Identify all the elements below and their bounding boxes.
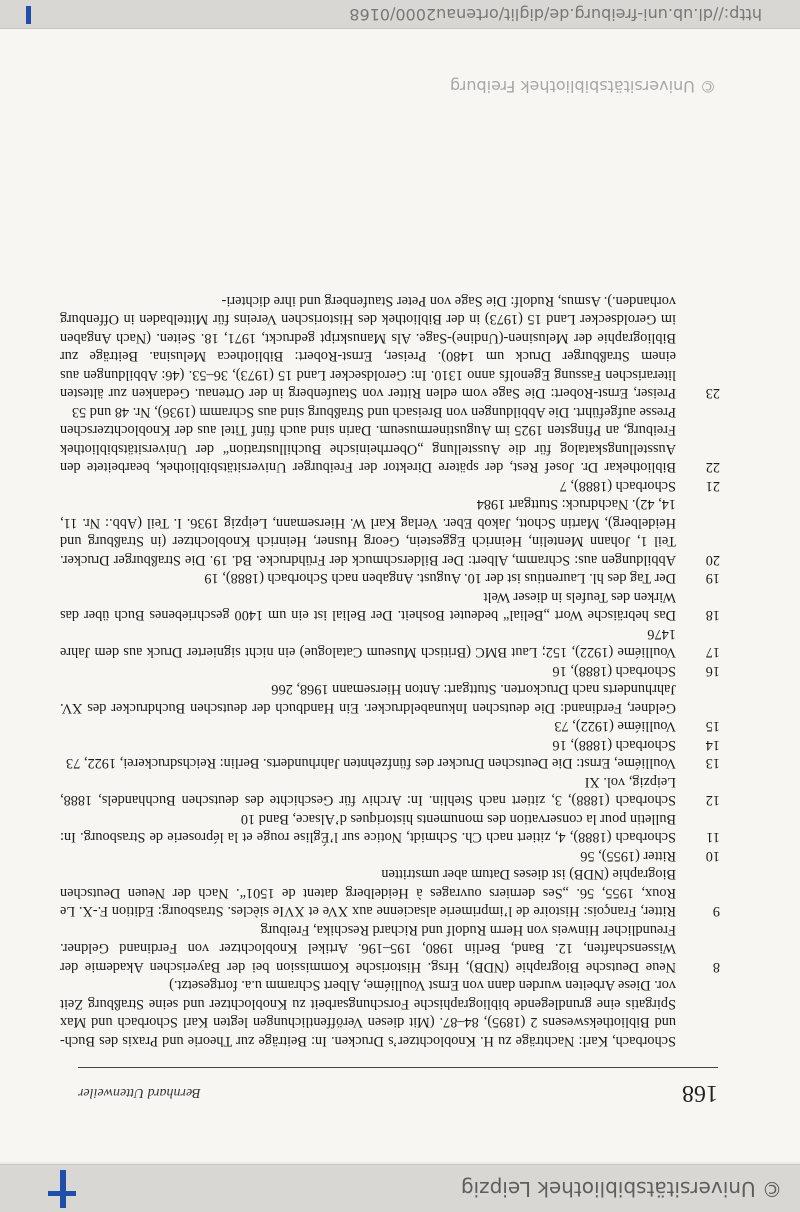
- note-item: [60, 810, 720, 847]
- note-item: [60, 847, 720, 866]
- note-number: 17: [705, 644, 720, 661]
- note-number: 8: [712, 959, 720, 975]
- note-text: Der Tag des hl. Laurentius ist der 10. August. Angaben nach Schorbach (1888), 19: [204, 570, 676, 587]
- note-item: [60, 773, 720, 810]
- note-item: [60, 588, 720, 625]
- note-text: Ritter (1955), 56: [580, 848, 676, 864]
- note-number: 20: [705, 552, 720, 568]
- note-number: 9: [712, 903, 720, 920]
- page-number: 168: [682, 1080, 718, 1106]
- note-item: [60, 680, 720, 717]
- note-item: [60, 921, 720, 977]
- note-number: 23: [705, 385, 720, 402]
- note-number: 16: [705, 663, 720, 679]
- library-mark-icon: [18, 6, 38, 24]
- top-info-bar: [0, 0, 800, 29]
- page-header: [78, 1066, 718, 1106]
- bottom-info-bar: [0, 1164, 800, 1212]
- note-number: 19: [705, 570, 720, 587]
- running-title: Bernhard Uttenweiler: [78, 1085, 201, 1100]
- note-text: Das hebräische Wort „Belial“ bedeutet Bosheit. Der Belial ist ein um 1400 geschriebenes Buch über das Wirken des Teufels in dieser Welt: [60, 589, 676, 624]
- note-text: Schorbach (1888), 16: [552, 737, 676, 753]
- note-number: 12: [705, 792, 720, 809]
- note-number: 18: [705, 607, 720, 624]
- bottom-copyright-text: © Universitätsbibliothek Leipzig: [460, 1177, 782, 1201]
- note-text: Schorbach (1888), 4, zitiert nach Ch. Schmidt, Notice sur l’Église rouge et la léproserie de Strasbourg. In: Bulletin pour la conservation des monuments historiques d’Alsace, Band 10: [60, 811, 676, 846]
- note-text: Ritter, François: Histoire de l’imprimerie alsacienne aux XVe et XVIe siècles. Strasbourg: Edition F.-X. Le Roux, 1955, 56. „Ses derniers ouvrages à Heidelberg datent de 1501“. Nach der Neuen Deutschen Biographie (NDB) ist dieses Datum aber umstritten: [60, 866, 676, 920]
- note-number: 13: [705, 755, 720, 772]
- note-item: [60, 736, 720, 755]
- note-text: Preiser, Ernst-Robert: Die Sage vom edlen Ritter von Staufenberg in der Ortenau. Gedanken zur ältesten literarischen Fassung Egenolfs anno 1310. In: Geroldsecker Land 15 (1973), 36–53. (46: Abbildungen aus einem Straßburger Druck um 1480). Preiser, Ernst-Robert: Bibliotheca Melusina. Beiträge zur Bibliographie der Melusinen-(Undine)-Sage. Als Manuskript gedruckt, 1971, 18. Seiten. (Nach Angaben im Geroldsecker Land 15 (1973) in der Bibliothek des Historischen Vereins für Mittelbaden in Offenburg vorhanden.). Asmus, Rudolf: Die Sage von Peter Staufenberg und ihre dichteri-: [60, 293, 676, 402]
- note-text: Neue Deutsche Biographie (NDB), Hrsg. Historische Kommission bei der Bayerischen Akademie der Wissenschaften, 12. Band, Berlin 1980, 195–196. Artikel Knoblochtzer von Ferdinand Geldner. Freundlicher Hinweis von Herrn Rudolf und Richard Reschika, Freiburg: [60, 922, 676, 975]
- note-item: [60, 865, 720, 921]
- footnotes: [60, 292, 720, 1051]
- note-number: 21: [705, 478, 720, 494]
- note-text: Abbildungen aus: Schramm, Albert: Der Bilderschmuck der Frühdrucke. Bd. 19. Die Straßburger Drucker. Teil 1, Johann Mentelin, Heinrich Eggestein, Georg Husner, Heinrich Knoblochtzer (in Straßburg und Heidelberg), Martin Schott, Jakob Eber. Verlag Karl W. Hiersemann, Leipzig 1936. I. Teil (Abb.: Nr. 11, 14, 42). Nachdruck: Stuttgart 1984: [60, 496, 676, 568]
- note-text: Voulliéme (1922), 152; Laut BMC (Britisch Museum Catalogue) ein nicht signierter Druck aus dem Jahre 1476: [60, 626, 676, 661]
- note-text: Bibliothekar Dr. Josef Rest, der spätere Direktor der Freiburger Universitätsbibliothek, bearbeitete den Ausstellungskatalog für die Ausstellung „Oberrheinische Buchillustration“ der Universitätsbibliothek Freiburg, an Pfingsten 1925 im Augustinermuseum. Darin sind auch fünf Titel aus der Knoblochtzerschen Presse aufgeführt. Die Abbildungen von Breisach und Straßburg sind aus Schramm (1936), Nr. 48 und 53: [60, 404, 676, 476]
- top-copyright-text: © Universitätsbibliothek Freiburg: [449, 77, 716, 96]
- note-item: [60, 569, 720, 588]
- note-item: [60, 403, 720, 477]
- note-item: [60, 625, 720, 662]
- note-item: [60, 477, 720, 496]
- top-url-text: http://dl.ub.uni-freiburg.de/diglit/ortenau2000/0168: [349, 5, 762, 24]
- note-text: Geldner, Ferdinand: Die deutschen Inkunabeldrucker. Ein Handbuch der deutschen Buchdrucker des XV. Jahrhunderts nach Druckorten. Stuttgart: Anton Hiersemann 1968, 266: [60, 681, 676, 716]
- note-number: 10: [705, 848, 720, 864]
- note-item: [60, 754, 720, 773]
- header-rule: [78, 1067, 718, 1068]
- note-item: [60, 976, 720, 1050]
- note-number: 15: [705, 718, 720, 735]
- note-item: [60, 292, 720, 403]
- note-text: Schorbach (1888), 3, zitiert nach Stehlin. In: Archiv für Geschichte des deutschen Buchhandels, 1888, Leipzig, vol. XI: [60, 774, 676, 809]
- note-item: [60, 662, 720, 681]
- note-text: Schorbach (1888), 16: [552, 663, 676, 679]
- note-item: [60, 495, 720, 569]
- note-number: 22: [705, 459, 720, 476]
- note-text: Schorbach, Karl: Nachträge zu H. Knoblochtzer’s Drucken. In: Beiträge zur Theorie und Praxis des Buch- und Bibliothekswesens 2 (1895), 84–87. (Mit diesen Veröffentlichungen legten Karl Schorbach und Max Spirgatis eine grundlegende bibliographische Forschungsarbeit zu Knoblochtzer und seine Straßburg Zeit vor. Diese Arbeiten wurden dann von Ernst Voulliéme, Albert Schramm u.a. fortgesetzt.): [60, 977, 676, 1049]
- note-number: 11: [706, 829, 720, 846]
- note-item: [60, 717, 720, 736]
- note-text: Voulliéme, Ernst: Die Deutschen Drucker des fünfzehnten Jahrhunderts. Berlin: Reichsdruckerei, 1922, 73: [66, 755, 676, 772]
- note-text: Voulliéme (1922), 73: [554, 718, 676, 735]
- library-logo-icon: [40, 1170, 84, 1208]
- note-number: 14: [705, 737, 720, 753]
- note-text: Schorbach (1888), 7: [559, 478, 676, 494]
